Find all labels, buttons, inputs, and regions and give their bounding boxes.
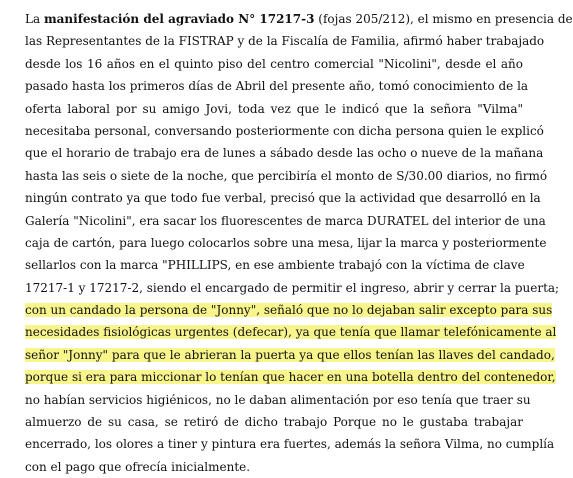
line-text — [25, 460, 250, 474]
text-line — [25, 53, 523, 75]
line-text — [25, 12, 573, 26]
text-line — [25, 277, 560, 299]
text-segment: 17217-1 y 17217-2, siendo el encargado de permitir el ingreso, abrir y cerrar la puerta; — [25, 280, 560, 295]
text-line — [25, 254, 523, 276]
line-text — [25, 34, 544, 48]
text-segment: porque si era para miccionar lo tenían que hacer en una botella dentro del contenedor, — [25, 370, 556, 385]
text-segment: desde los 16 años en el quinto piso del centro comercial "Nicolini", desde el año — [25, 56, 523, 71]
text-line — [25, 142, 544, 164]
text-line — [25, 210, 546, 232]
line-text — [25, 102, 523, 116]
text-line — [25, 120, 544, 142]
text-line — [25, 75, 529, 97]
line-text — [25, 191, 541, 205]
text-segment: con el pago que ofrecía inicialmente. — [25, 459, 251, 474]
text-segment: necesitaba personal, conversando posteriormente con dicha persona quien le explicó — [25, 123, 544, 138]
text-segment: con un candado la persona de "Jonny", señaló que no lo dejaban salir excepto para sus — [25, 303, 553, 318]
text-segment: señor "Jonny" para que le abrieran la puerta ya que ellos tenían las llaves del candado, — [25, 347, 555, 362]
text-line — [25, 411, 523, 433]
text-line — [25, 98, 523, 120]
highlighted-text — [25, 348, 555, 362]
line-text — [25, 258, 525, 272]
highlighted-text — [25, 325, 556, 339]
text-line — [25, 366, 556, 388]
text-segment: que el horario de trabajo era de lunes a sábado desde las ocho o nueve de la mañana — [25, 146, 544, 161]
text-segment: hasta las seis o siete de la noche, que percibiría el monto de S/30.00 diarios, no firmó — [25, 168, 548, 183]
line-text — [25, 169, 547, 183]
text-segment: caja de cartón, para luego colocarlos sobre una mesa, lijar la marca y posteriormente — [25, 235, 547, 250]
text-segment: (fojas 205/212), el mismo en presencia de — [314, 12, 573, 26]
line-text — [25, 79, 528, 93]
text-segment: sellarlos con la marca "PHILLIPS, en ese ambiente trabajó con la víctima de clave — [25, 258, 525, 273]
text-line — [25, 344, 555, 366]
text-line — [25, 165, 548, 187]
line-text — [25, 281, 559, 295]
highlighted-text — [25, 303, 552, 317]
text-segment: almuerzo de su casa, se retiró de dicho trabajo Porque no le gustaba trabajar — [25, 415, 523, 430]
text-line — [25, 321, 557, 343]
text-segment: pasado hasta los primeros días de Abril del presente año, tomó conocimiento de la — [25, 79, 529, 94]
text-segment: no habían servicios higiénicos, no le daban alimentación por eso tenía que traer su — [25, 392, 531, 407]
text-line — [25, 8, 573, 30]
text-line — [25, 187, 541, 209]
text-line — [25, 30, 545, 52]
text-line — [25, 456, 523, 478]
text-line — [25, 299, 553, 321]
bold-text-segment: manifestación del agraviado N° 17217-3 — [43, 12, 315, 26]
text-line — [25, 389, 531, 411]
text-line — [25, 433, 555, 455]
line-text — [25, 57, 523, 71]
text-segment: ningún contrato ya que todo fue verbal, precisó que la actividad que desarrolló en la — [25, 191, 541, 206]
text-segment: encerrado, los olores a tiner y pintura era fuertes, además la señora Vilma, no cumplía — [25, 437, 555, 452]
line-text — [25, 214, 546, 228]
line-text — [25, 236, 546, 250]
text-segment: La — [25, 12, 44, 26]
line-text — [25, 437, 554, 451]
text-segment: Galería "Nicolini", era sacar los fluorescentes de marca DURATEL del interior de una — [25, 213, 546, 228]
text-segment: las Representantes de la FISTRAP y de la Fiscalía de Familia, afirmó haber trabajado — [25, 34, 545, 49]
document-paragraph — [25, 8, 573, 478]
text-segment: necesidades fisiológicas urgentes (defecar), ya que tenía que llamar telefónicamente al — [25, 325, 557, 340]
line-text — [25, 415, 523, 429]
line-text — [25, 393, 531, 407]
line-text — [25, 124, 544, 138]
highlighted-text — [25, 370, 556, 384]
text-segment: oferta laboral por su amigo Jovi, toda vez que le indicó que la señora "Vilma" — [25, 101, 523, 116]
text-line — [25, 232, 547, 254]
line-text — [25, 146, 543, 160]
